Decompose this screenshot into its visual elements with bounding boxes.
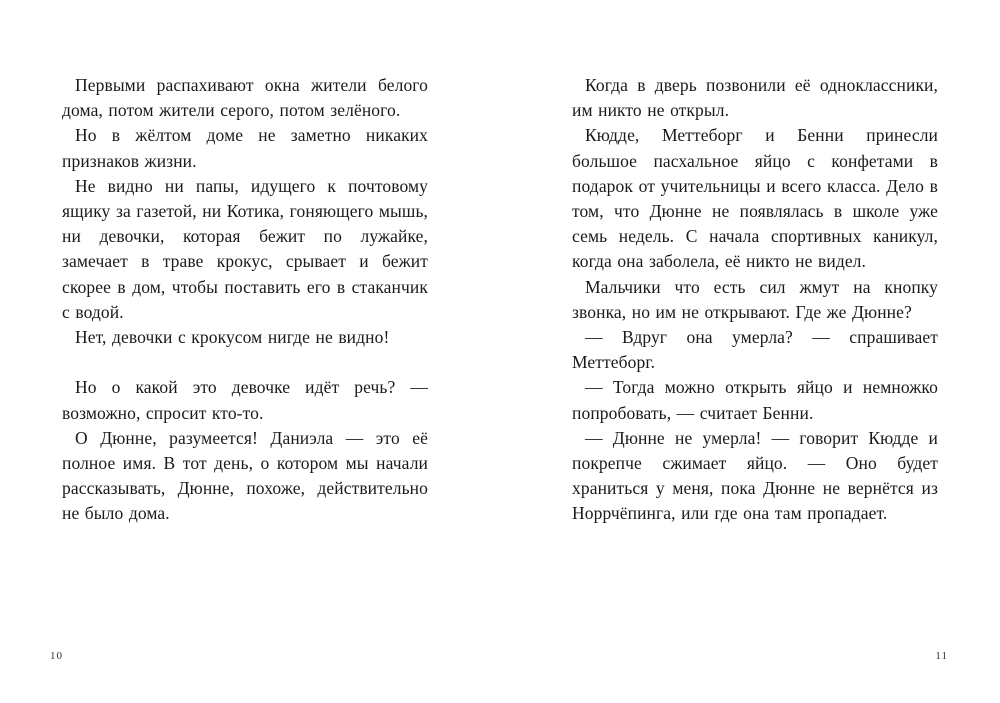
left-page [62, 73, 428, 527]
right-page [572, 73, 938, 527]
paragraph: Нет, девочки с крокусом нигде не видно! [75, 327, 390, 348]
paragraph: Кюдде, Меттеборг и Бенни принесли большое пасхальное яйцо с конфетами в подарок от учительницы и всего класса. Дело в том, что Дюнне не появлялась в школе уже семь недель. С начала спортивных каникул, когда она заболела, её никто не видел. [572, 125, 938, 272]
paragraph: Но о какой это девочке идёт речь? — возможно, спросит кто-то. [62, 377, 428, 423]
paragraph: Когда в дверь позвонили её одноклассники, им никто не открыл. [572, 75, 938, 121]
paragraph: — Дюнне не умерла! — говорит Кюдде и покрепче сжимает яйцо. — Оно будет храниться у меня, пока Дюнне не вернётся из Норрчёпинга, или где она там пропадает. [572, 427, 938, 524]
paragraph: — Вдруг она умерла? — спрашивает Меттеборг. [572, 327, 938, 373]
paragraph: Мальчики что есть сил жмут на кнопку звонка, но им не открывают. Где же Дюнне? [572, 276, 938, 322]
page-number-right: 11 [935, 650, 948, 662]
paragraph: Первыми распахивают окна жители белого дома, потом жители серого, потом зелёного. [62, 75, 428, 121]
paragraph: Не видно ни папы, идущего к почтовому ящику за газетой, ни Котика, гоняющего мышь, ни девочки, которая бежит по лужайке, замечает в траве крокус, срывает и бежит скорее в дом, чтобы поставить его в стаканчик с водой. [62, 175, 428, 322]
paragraph: О Дюнне, разумеется! Даниэла — это её полное имя. В тот день, о котором мы начали рассказывать, Дюнне, похоже, действительно не было дома. [62, 427, 428, 524]
paragraph: — Тогда можно открыть яйцо и немножко попробовать, — считает Бенни. [572, 377, 938, 423]
page-number-left: 10 [50, 650, 63, 662]
paragraph: Но в жёлтом доме не заметно никаких признаков жизни. [62, 125, 428, 171]
